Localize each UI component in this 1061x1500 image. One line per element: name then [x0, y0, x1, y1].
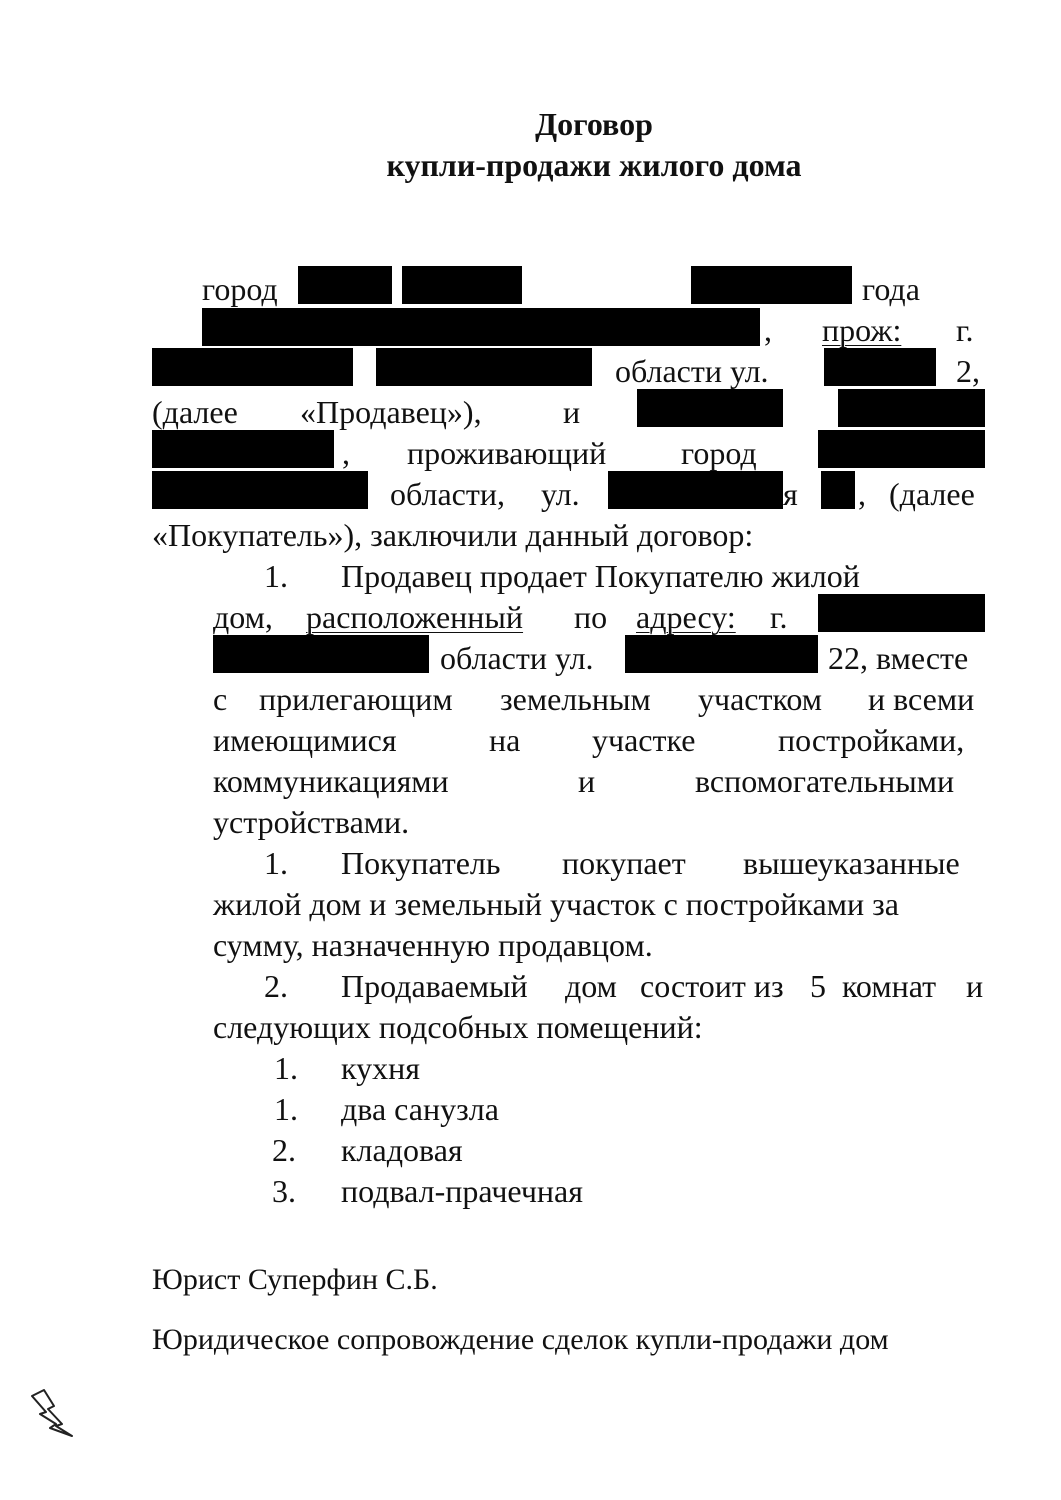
item2-line1-a: Покупатель — [341, 845, 501, 881]
redaction-box — [818, 430, 985, 468]
preamble-prodavec: «Продавец»), — [300, 394, 482, 430]
item1-line5-b: на — [489, 722, 521, 758]
redaction-box — [402, 266, 522, 304]
item1-line4-b: прилегающим — [259, 681, 453, 717]
item1-line5-a: имеющимися — [213, 722, 397, 758]
item1-line5-d: постройками, — [778, 722, 965, 758]
item3-line1-c: состоит из — [640, 968, 784, 1004]
room-label: кухня — [341, 1050, 420, 1086]
lightning-bolt-icon — [28, 1386, 74, 1438]
room-label: два санузла — [341, 1091, 499, 1127]
redaction-box — [213, 635, 429, 673]
redaction-box — [376, 348, 592, 386]
item1-line7: устройствами. — [213, 804, 410, 840]
redaction-box — [625, 635, 818, 673]
preamble-house-no: 2, — [956, 353, 980, 389]
item1-line2-a: дом, — [213, 599, 273, 635]
item1-line1: Продавец продает Покупателю жилой — [341, 558, 860, 594]
room-label: кладовая — [341, 1132, 463, 1168]
preamble-city: город — [202, 271, 278, 307]
item2-line1-b: покупает — [562, 845, 686, 881]
redaction-box — [298, 266, 392, 304]
preamble-gorod: город — [681, 435, 757, 471]
redaction-box — [691, 266, 852, 304]
item3-line2: следующих подсобных помещений: — [213, 1009, 703, 1045]
item2-number: 1. — [264, 845, 288, 881]
room-number: 2. — [272, 1132, 296, 1168]
footer-author: Юрист Суперфин С.Б. — [152, 1263, 438, 1296]
preamble-year: года — [862, 271, 920, 307]
item1-line4-e: и всеми — [868, 681, 975, 717]
item3-line1-b: дом — [565, 968, 617, 1004]
preamble-comma: , — [764, 312, 772, 348]
preamble-g: г. — [956, 312, 974, 348]
item1-line2-d: адресу: — [636, 599, 736, 635]
item1-line5-c: участке — [592, 722, 696, 758]
redaction-box — [637, 389, 783, 427]
document-title: Договор — [535, 106, 653, 142]
redaction-box — [152, 348, 353, 386]
item3-line1-a: Продаваемый — [341, 968, 528, 1004]
redaction-box — [202, 308, 760, 346]
preamble-i: и — [563, 394, 581, 430]
item1-line3-b: 22, вместе — [828, 640, 969, 676]
item2-line1-c: вышеуказанные — [743, 845, 960, 881]
preamble-comma3: , — [858, 476, 866, 512]
redaction-box — [824, 348, 936, 386]
item2-line3: сумму, назначенную продавцом. — [213, 927, 653, 963]
preamble-dalee2: (далее — [889, 476, 975, 512]
item1-line4-d: участком — [698, 681, 823, 717]
item1-line2-b: расположенный — [306, 599, 524, 635]
item3-line1-d: 5 — [810, 968, 826, 1004]
redaction-box — [152, 430, 334, 468]
redaction-box — [152, 471, 368, 509]
item1-line4-a: с — [213, 681, 228, 717]
item1-number: 1. — [264, 558, 288, 594]
preamble-prozh: прож: — [822, 312, 902, 348]
redaction-box — [608, 471, 783, 509]
preamble-ul: ул. — [541, 476, 580, 512]
redaction-box — [838, 389, 985, 427]
item3-number: 2. — [264, 968, 288, 1004]
preamble-prozhivayushchiy: проживающий — [407, 435, 607, 471]
preamble-oblasti: области, — [390, 476, 505, 512]
item1-line2-e: г. — [770, 599, 788, 635]
item1-line3-a: области ул. — [440, 640, 594, 676]
preamble-comma2: , — [342, 435, 350, 471]
item1-line4-c: земельным — [500, 681, 651, 717]
item1-line6-a: коммуникациями — [213, 763, 449, 799]
room-number: 1. — [274, 1091, 298, 1127]
document-subtitle: купли-продажи жилого дома — [386, 147, 802, 183]
item3-line1-e: комнат — [842, 968, 937, 1004]
room-label: подвал-прачечная — [341, 1173, 583, 1209]
redaction-box — [821, 471, 855, 509]
preamble-closing: «Покупатель»), заключили данный договор: — [152, 517, 754, 553]
item1-line6-c: вспомогательными — [695, 763, 955, 799]
item2-line2: жилой дом и земельный участок с постройками за — [213, 886, 899, 922]
redaction-box — [818, 594, 985, 632]
room-number: 3. — [272, 1173, 296, 1209]
preamble-ya: я — [783, 476, 798, 512]
preamble-dalee: (далее — [152, 394, 238, 430]
preamble-oblasti-ul: области ул. — [615, 353, 769, 389]
footer-service: Юридическое сопровождение сделок купли-продажи дом — [152, 1323, 889, 1356]
item3-line1-f: и — [966, 968, 984, 1004]
item1-line2-c: по — [574, 599, 608, 635]
room-number: 1. — [274, 1050, 298, 1086]
item1-line6-b: и — [578, 763, 596, 799]
